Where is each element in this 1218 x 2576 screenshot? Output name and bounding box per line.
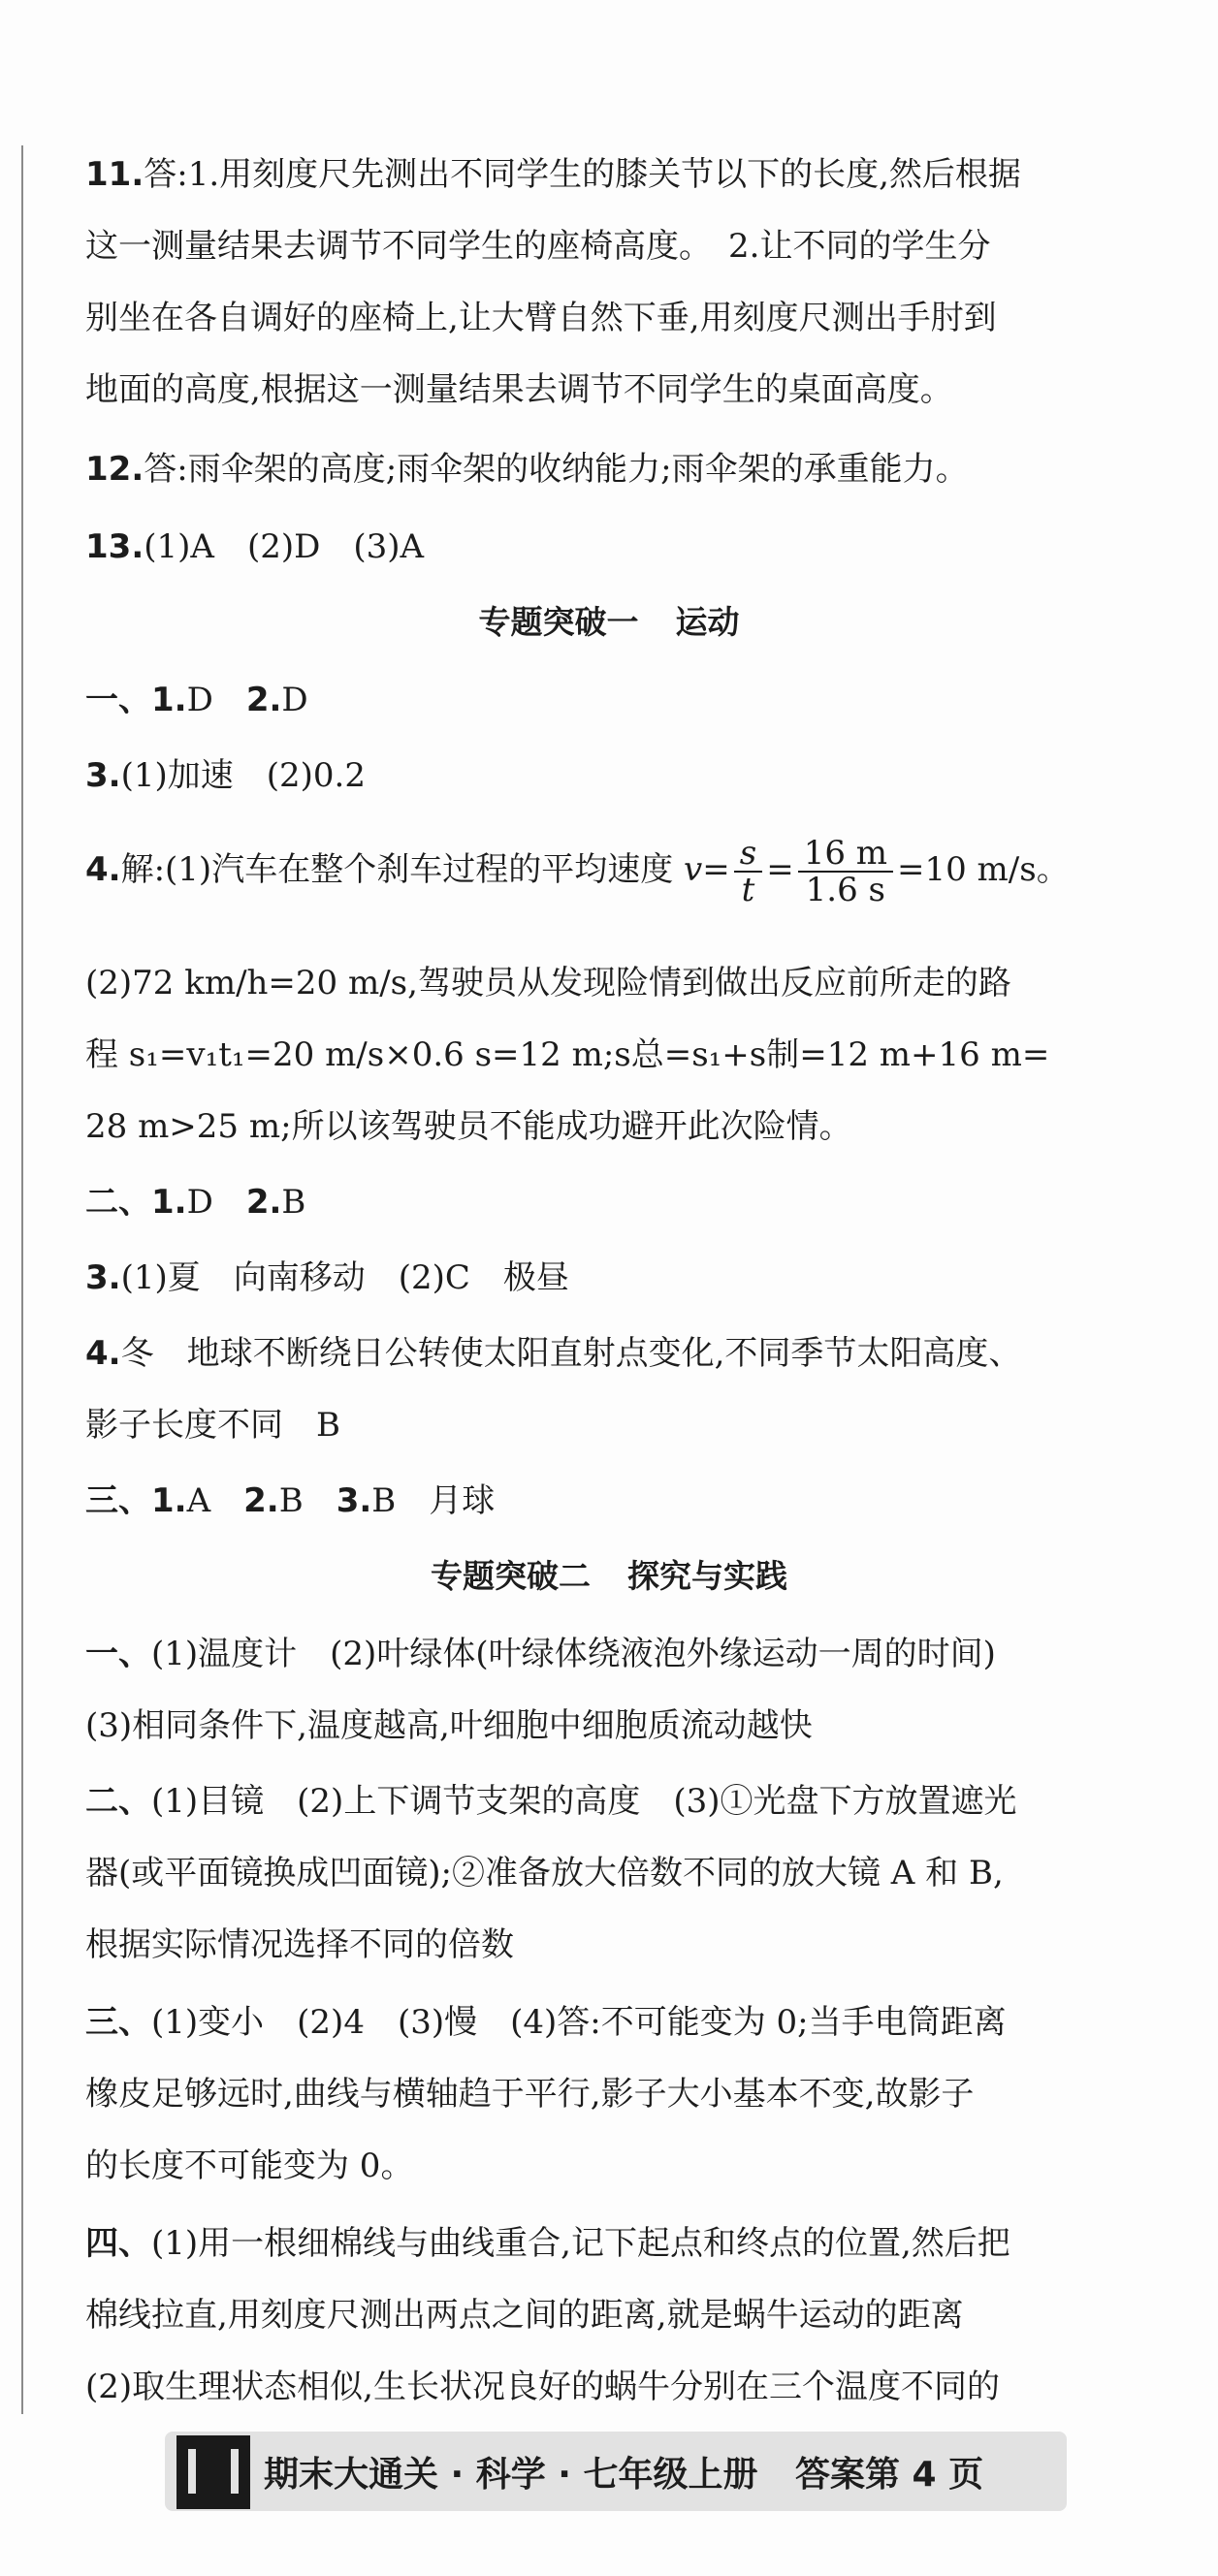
answer-11-line-1: 11.答:1.用刻度尺先测出不同学生的膝关节以下的长度,然后根据 (85, 155, 1021, 194)
section-2-part-1-line-2: (3)相同条件下,温度越高,叶细胞中细胞质流动越快 (85, 1706, 813, 1745)
section-2-part-4-line-1: 四、(1)用一根细棉线与曲线重合,记下起点和终点的位置,然后把 (85, 2224, 1010, 2263)
section-2-part-4-line-2: 棉线拉直,用刻度尺测出两点之间的距离,就是蜗牛运动的距离 (85, 2296, 964, 2335)
section-1-part-3: 三、1.A 2.B 3.B 月球 (85, 1481, 496, 1520)
section-2-part-1-line-1: 一、(1)温度计 (2)叶绿体(叶绿体绕液泡外缘运动一周的时间) (85, 1635, 996, 1673)
section-1-question-4-line-3: 程 s₁=v₁t₁=20 m/s×0.6 s=12 m;s总=s₁+s制=12 m+16 m= (85, 1035, 1050, 1074)
section-1-part-2-question-4-line-1: 4.冬 地球不断绕日公转使太阳直射点变化,不同季节太阳高度、 (85, 1334, 1022, 1373)
section-1-part-2-question-4-line-2: 影子长度不同 B (85, 1406, 340, 1445)
answer-11-line-4: 地面的高度,根据这一测量结果去调节不同学生的桌面高度。 (85, 370, 953, 409)
section-1-part-2: 二、1.D 2.B (85, 1183, 306, 1222)
answer-11-line-3: 别坐在各自调好的座椅上,让大臂自然下垂,用刻度尺测出手肘到 (85, 299, 997, 337)
section-1-question-4-line-1: 4.解:(1)汽车在整个刹车过程的平均速度 v= $\frac{s}{t}$ = $\frac{16 m}{1.6 s}$ =10 m/s。 (85, 834, 1070, 909)
section-1-question-3: 3.(1)加速 (2)0.2 (85, 756, 366, 795)
fraction-s-over-t: $\frac{s}{t}$ (734, 836, 762, 907)
book-logo-icon (176, 2435, 250, 2509)
section-2-heading: 专题突破二 探究与实践 (431, 1557, 787, 1595)
footer-book-title: 期末大通关 · 科学 · 七年级上册 (264, 2455, 758, 2495)
section-1-part-2-question-3: 3.(1)夏 向南移动 (2)C 极昼 (85, 1258, 569, 1297)
section-1-heading: 专题突破一 运动 (478, 603, 740, 641)
answer-12: 12.答:雨伞架的高度;雨伞架的收纳能力;雨伞架的承重能力。 (85, 450, 969, 489)
fraction-distance-over-time: $\frac{16 m}{1.6 s}$ (798, 836, 893, 907)
answer-13: 13.(1)A (2)D (3)A (85, 527, 425, 566)
section-2-part-3-line-3: 的长度不可能变为 0。 (85, 2147, 414, 2185)
answer-11-line-2: 这一测量结果去调节不同学生的座椅高度。 2.让不同的学生分 (85, 227, 991, 266)
section-2-part-2-line-1: 二、(1)目镜 (2)上下调节支架的高度 (3)①光盘下方放置遮光 (85, 1782, 1017, 1821)
section-1-question-4-line-2: (2)72 km/h=20 m/s,驾驶员从发现险情到做出反应前所走的路 (85, 964, 1011, 1002)
footer-page-number: 答案第 4 页 (795, 2455, 984, 2495)
section-1-part-1: 一、1.D 2.D (85, 681, 308, 719)
section-2-part-4-line-3: (2)取生理状态相似,生长状况良好的蜗牛分别在三个温度不同的 (85, 2368, 1000, 2406)
section-2-part-2-line-2: 器(或平面镜换成凹面镜);②准备放大倍数不同的放大镜 A 和 B, (85, 1854, 1004, 1892)
section-2-part-3-line-2: 橡皮足够远时,曲线与横轴趋于平行,影子大小基本不变,故影子 (85, 2075, 975, 2114)
section-2-part-3-line-1: 三、(1)变小 (2)4 (3)慢 (4)答:不可能变为 0;当手电筒距离 (85, 2003, 1007, 2042)
section-2-part-2-line-3: 根据实际情况选择不同的倍数 (85, 1925, 514, 1964)
section-1-question-4-line-4: 28 m>25 m;所以该驾驶员不能成功避开此次险情。 (85, 1107, 852, 1146)
margin-rule (21, 145, 23, 2414)
